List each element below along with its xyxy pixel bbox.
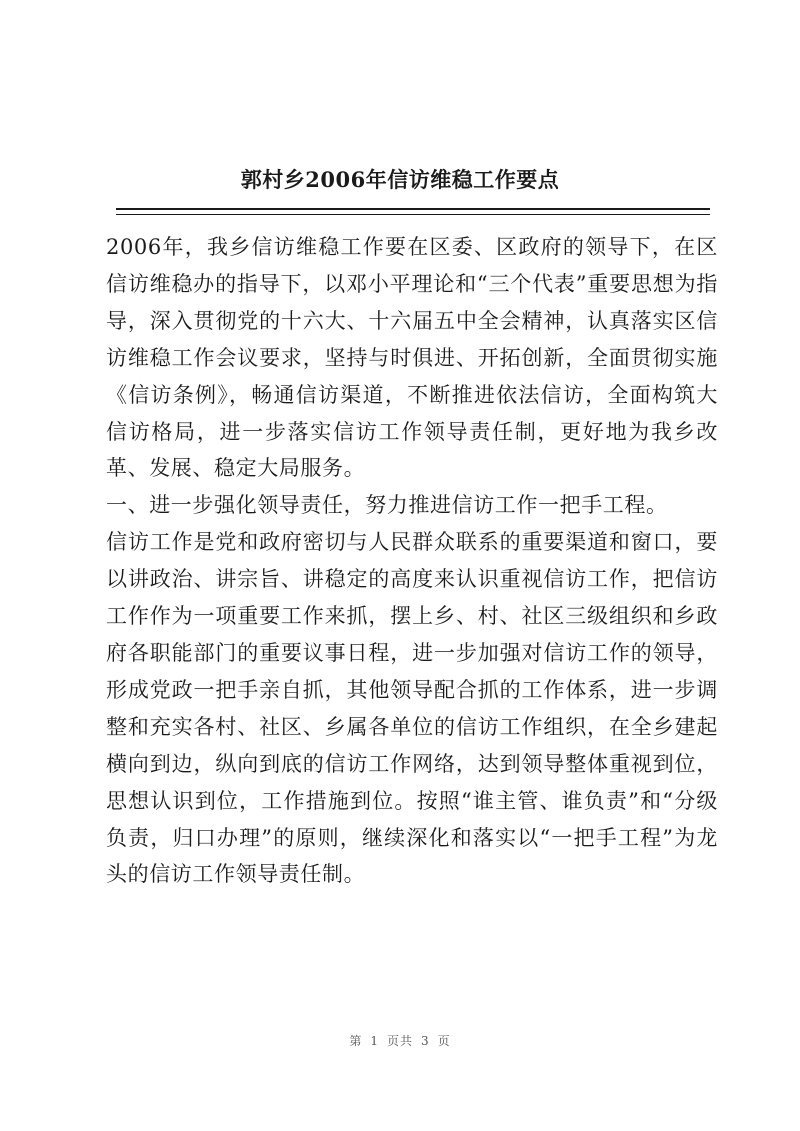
document-body: [106, 229, 718, 893]
paragraph-section-1: 信访工作是党和政府密切与人民群众联系的重要渠道和窗口，要以讲政治、讲宗旨、讲稳定的高度来认识重视信访工作，把信访工作作为一项重要工作来抓，摆上乡、村、社区三级组织和乡政府各职能部门的重要议事日程，进一步加强对信访工作的领导，形成党政一把手亲自抓，其他领导配合抓的工作体系，进一步调整和充实各村、社区、乡属各单位的信访工作组织，在全乡建起横向到边，纵向到底的信访工作网络，达到领导整体重视到位，思想认识到位，工作措施到位。按照“谁主管、谁负责”和“分级负责，归口办理”的原则，继续深化和落实以“一把手工程”为龙头的信访工作领导责任制。: [106, 530, 718, 887]
paragraph-intro: 2006年，我乡信访维稳工作要在区委、区政府的领导下，在区信访维稳办的指导下，以邓小平理论和“三个代表”重要思想为指导，深入贯彻党的十六大、十六届五中全会精神，认真落实区信访维稳工作会议要求，坚持与时俱进、开拓创新，全面贯彻实施《信访条例》，畅通信访渠道，不断推进依法信访，全面构筑大信访格局，进一步落实信访工作领导责任制，更好地为我乡改革、发展、稳定大局服务。: [106, 235, 718, 481]
title-divider: [116, 208, 710, 215]
section-heading-1: 一、进一步强化领导责任，努力推进信访工作一把手工程。: [106, 493, 668, 518]
page-title: 郭村乡2006年信访维稳工作要点: [240, 167, 560, 192]
current-page-number: 1: [370, 1034, 379, 1048]
footer-suffix: 页: [437, 1034, 451, 1048]
footer-prefix: 第: [349, 1034, 363, 1048]
footer-middle: 页共: [386, 1034, 413, 1048]
total-pages-number: 3: [421, 1034, 430, 1048]
page-footer: [0, 1032, 800, 1049]
